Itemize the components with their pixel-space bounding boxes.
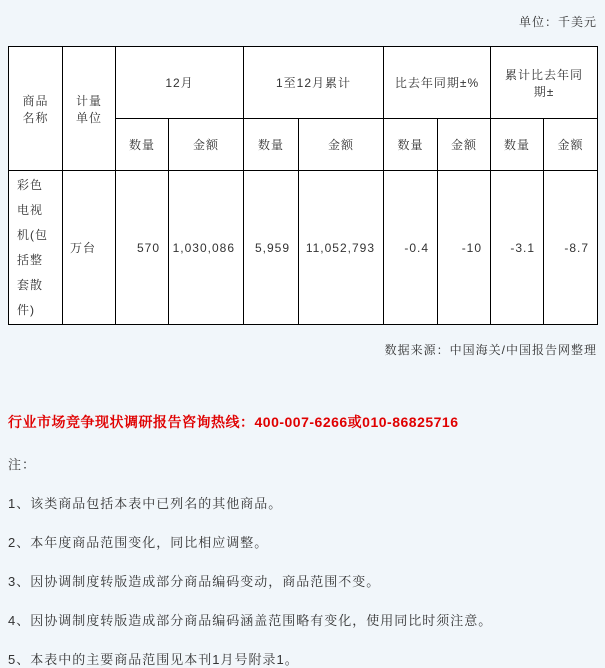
col-group-yoy: 比去年同期±% (384, 47, 491, 119)
cell-measure-unit: 万台 (63, 171, 116, 325)
cell-ytd-yoy-quantity: -3.1 (491, 171, 544, 325)
subheader-yoy-quantity: 数量 (384, 119, 438, 171)
unit-label: 单位：千美元 (518, 15, 597, 29)
data-source-note: 数据来源：中国海关/中国报告网整理 (384, 343, 597, 357)
subheader-yoy-amount: 金额 (438, 119, 491, 171)
col-group-ytd: 1至12月累计 (244, 47, 384, 119)
col-group-ytd-yoy: 累计比去年同期± (491, 47, 598, 119)
subheader-ytd-yoy-quantity: 数量 (491, 119, 544, 171)
col-header-unit: 计量单位 (63, 47, 116, 171)
note-4: 4、因协调制度转版造成部分商品编码涵盖范围略有变化，使用同比时须注意。 (8, 613, 493, 628)
subheader-dec-amount: 金额 (169, 119, 244, 171)
notes-title: 注： (8, 457, 37, 472)
cell-ytd-amount: 11,052,793 (299, 171, 384, 325)
note-1: 1、该类商品包括本表中已列名的其他商品。 (8, 496, 283, 511)
col-group-december: 12月 (116, 47, 244, 119)
table-row (9, 171, 598, 325)
trade-data-table (8, 46, 598, 325)
cell-commodity-name (9, 171, 63, 325)
cell-ytd-yoy-amount: -8.7 (544, 171, 598, 325)
cell-ytd-quantity: 5,959 (244, 171, 299, 325)
note-5: 5、本表中的主要商品范围见本刊1月号附录1。 (8, 652, 299, 667)
subheader-dec-quantity: 数量 (116, 119, 169, 171)
note-3: 3、因协调制度转版造成部分商品编码变动，商品范围不变。 (8, 574, 381, 589)
subheader-ytd-amount: 金额 (299, 119, 384, 171)
col-header-commodity: 商品名称 (9, 47, 63, 171)
cell-dec-amount: 1,030,086 (169, 171, 244, 325)
table-header-row-top (9, 47, 598, 119)
consult-hotline-text: 行业市场竞争现状调研报告咨询热线：400-007-6266或010-86825716 (8, 414, 459, 430)
subheader-ytd-yoy-amount: 金额 (544, 119, 598, 171)
cell-yoy-quantity: -0.4 (384, 171, 438, 325)
commodity-name-text: 彩色电视机(包括整套散件) (17, 177, 48, 317)
cell-dec-quantity: 570 (116, 171, 169, 325)
note-2: 2、本年度商品范围变化，同比相应调整。 (8, 535, 269, 550)
subheader-ytd-quantity: 数量 (244, 119, 299, 171)
cell-yoy-amount: -10 (438, 171, 491, 325)
